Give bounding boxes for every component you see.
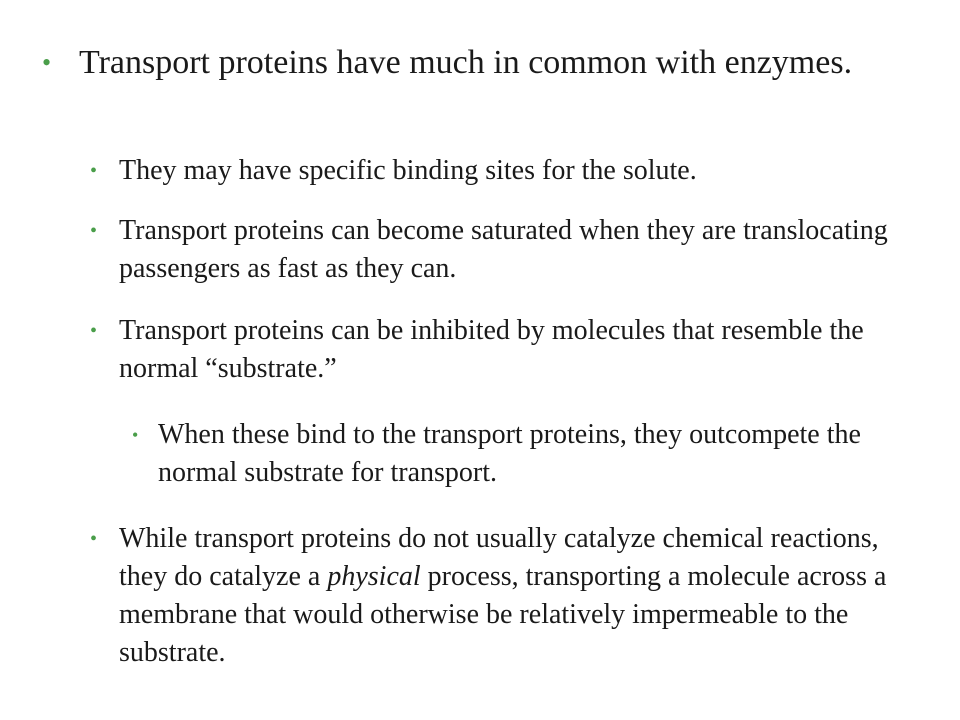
bullet-physical-process-text — [119, 520, 930, 672]
bullet-physical-process-part1: While transport proteins do not usually catalyze chemical reactions, they do catalyze a — [119, 523, 879, 592]
bullet-dot-icon: • — [132, 425, 139, 445]
bullet-main-text: Transport proteins have much in common with enzymes. — [79, 44, 853, 81]
bullet-physical-process-part2: process, transporting a molecule across a membrane that would otherwise be relatively impermeable to the substrate. — [119, 561, 887, 668]
bullet-dot-icon: • — [42, 48, 52, 77]
bullet-inhibition-text: Transport proteins can be inhibited by molecules that resemble the normal “substrate.” — [119, 315, 864, 384]
bullet-dot-icon: • — [90, 160, 98, 182]
bullet-binding-sites — [90, 152, 930, 190]
bullet-main — [42, 40, 922, 86]
bullet-dot-icon: • — [90, 320, 98, 342]
bullet-outcompete — [132, 416, 932, 492]
bullet-binding-sites-text: They may have specific binding sites for the solute. — [119, 155, 697, 186]
bullet-saturation-text: Transport proteins can become saturated when they are translocating passengers as fast as they can. — [119, 215, 888, 284]
bullet-dot-icon: • — [90, 220, 98, 242]
bullet-physical-process-italic: physical — [327, 561, 421, 592]
bullet-dot-icon: • — [90, 528, 98, 550]
bullet-outcompete-text: When these bind to the transport proteins, they outcompete the normal substrate for transport. — [158, 419, 861, 488]
bullet-physical-process — [90, 520, 930, 672]
bullet-inhibition — [90, 312, 930, 388]
bullet-saturation — [90, 212, 930, 288]
